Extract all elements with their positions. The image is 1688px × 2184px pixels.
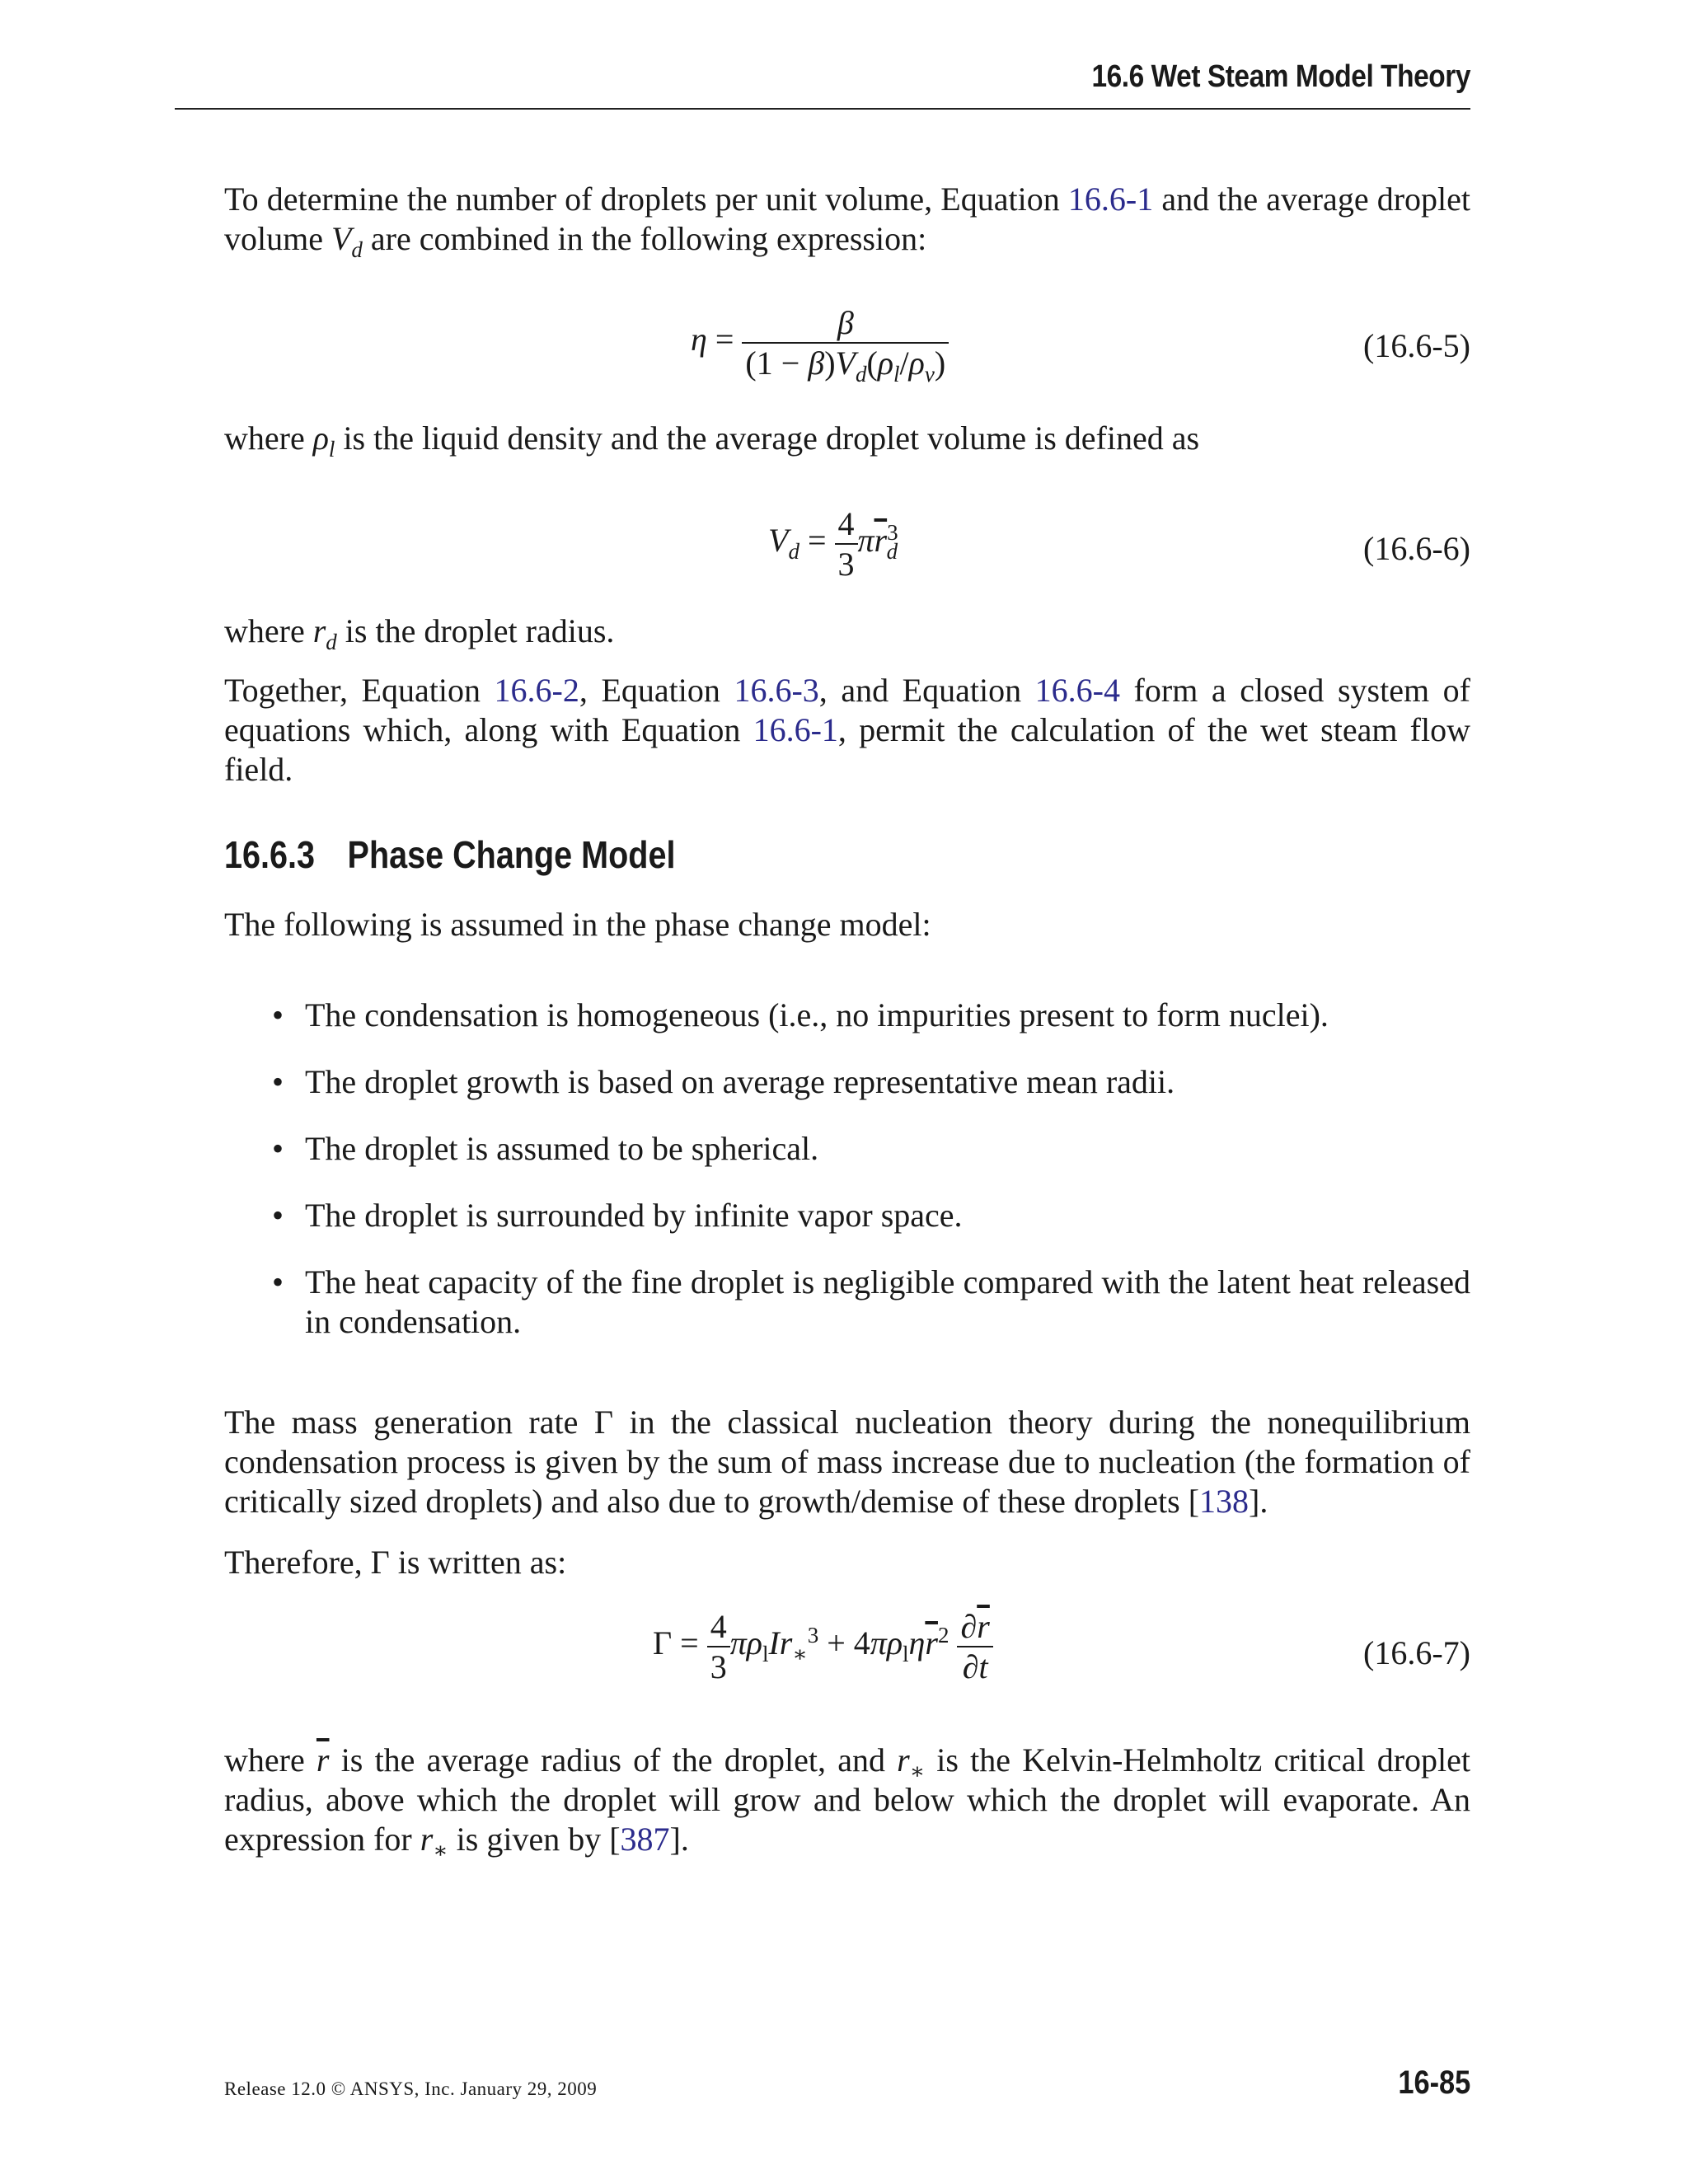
section-number: 16.6.3 — [224, 833, 315, 876]
mass-generation-paragraph: The mass generation rate Γ in the classical nucleation theory during the nonequilibrium condensation process is given by the sum of mass increase due to nucleation (the formation of critically sized droplets) and also due to growth/demise of these droplets [138]. — [224, 1404, 1471, 1520]
equation-number: (16.6-5) — [1363, 327, 1470, 364]
critical-radius-paragraph: where $\overline{r}$ is the average radius of the droplet, and $r_∗$ is the Kelvin-Helmholtz critical droplet radius, above which the droplet will grow and below which the droplet will evaporate. An expression for $r_∗$ is given by [387]. — [224, 1741, 1470, 1863]
running-header: 16.6 Wet Steam Model Theory — [1091, 59, 1470, 94]
list-item: • The droplet is assumed to be spherical. — [272, 1130, 819, 1167]
assumptions-list — [224, 996, 1470, 1369]
bullet-icon: • — [272, 1130, 284, 1167]
header-rule — [175, 108, 1470, 110]
equation-number: (16.6-6) — [1363, 530, 1470, 567]
equation-link-16-6-1[interactable]: 16.6-1 — [1067, 180, 1154, 218]
section-title: Phase Change Model — [347, 833, 676, 876]
page-number: 16-85 — [1398, 2064, 1470, 2101]
section-heading — [224, 832, 675, 877]
equation-link-16-6-2[interactable]: 16.6-2 — [494, 672, 579, 709]
citation-link-387[interactable]: 387 — [620, 1821, 670, 1858]
list-item: • The heat capacity of the fine droplet is negligible compared with the latent heat released in condensation. — [272, 1263, 1470, 1340]
bullet-icon: • — [272, 1063, 284, 1100]
equation-link-16-6-4[interactable]: 16.6-4 — [1034, 672, 1120, 709]
equation-link-16-6-3[interactable]: 16.6-3 — [734, 672, 819, 709]
equation-16-6-7: Γ = $\frac{4}{3}$ $\pi\rho_lIr_∗^3 + 4\pi\rho_l\eta\overline{r}^2$ $\frac{\partial\overline{r}}{\partial t}$ (16.6-7) — [653, 1608, 1470, 1685]
therefore-paragraph: Therefore, Γ is written as: — [224, 1544, 567, 1581]
bullet-icon: • — [272, 996, 284, 1033]
assumptions-intro: The following is assumed in the phase change model: — [224, 906, 931, 943]
intro-paragraph: To determine the number of droplets per unit volume, Equation 16.6-1 and the average droplet volume $V_d$ are combined in the following expression: — [224, 180, 1471, 262]
bullet-icon: • — [272, 1263, 284, 1301]
rd-paragraph: where $r_d$ is the droplet radius. — [224, 612, 615, 654]
equation-16-6-6: $V_d$ = $\frac{4}{3}$ $\pi\overline{r}^3_d$ (16.6-6) — [768, 505, 1470, 583]
together-paragraph: Together, Equation 16.6-2, Equation 16.6-3, and Equation 16.6-4 form a closed system of equations which, along with Equation 16.6-1, permit the calculation of the wet steam flow field. — [224, 672, 1471, 788]
equation-16-6-5: η = $\frac{\beta}{(1 - \beta)V_d(\rho_l/\rho_v)}$ (16.6-5) — [691, 304, 1470, 387]
release-footer: Release 12.0 © ANSYS, Inc. January 29, 2009 — [224, 2079, 598, 2099]
citation-link-138[interactable]: 138 — [1199, 1483, 1250, 1520]
equation-number: (16.6-7) — [1363, 1634, 1470, 1671]
list-item: • The droplet is surrounded by infinite vapor space. — [272, 1197, 963, 1234]
rho-paragraph: where $\rho_l$ is the liquid density and the average droplet volume is defined as — [224, 419, 1200, 462]
bullet-icon: • — [272, 1197, 284, 1234]
list-item: • The droplet growth is based on average representative mean radii. — [272, 1063, 1175, 1100]
list-item: • The condensation is homogeneous (i.e., no impurities present to form nuclei). — [272, 996, 1329, 1033]
equation-link-16-6-1[interactable]: 16.6-1 — [753, 711, 838, 748]
